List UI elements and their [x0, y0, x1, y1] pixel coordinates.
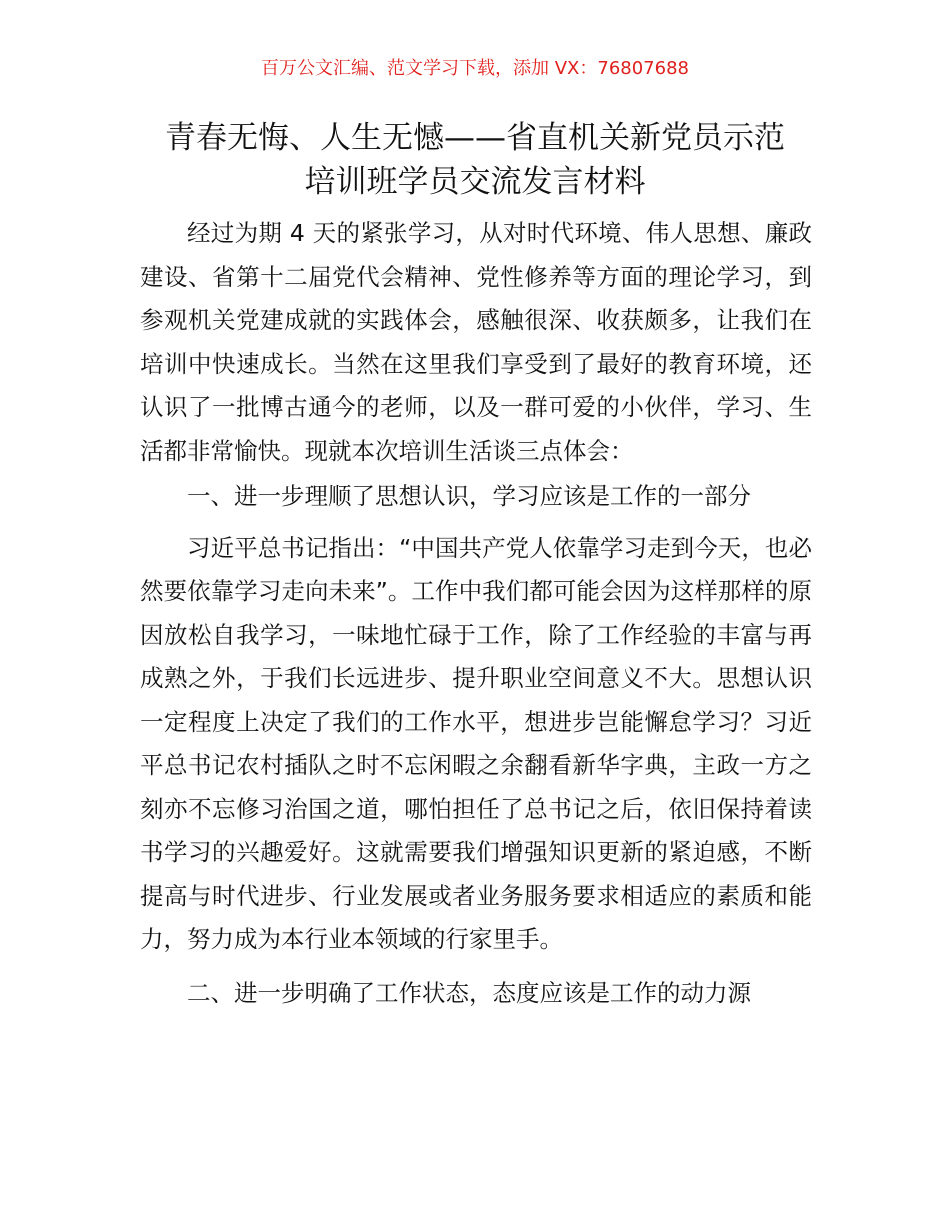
title-line-1: 青春无悔、人生无憾——省直机关新党员示范 [165, 120, 785, 156]
document-body [140, 212, 812, 1023]
header-watermark: 百万公文汇编、范文学习下载，添加 VX：76807688 [261, 58, 689, 79]
document-title [120, 116, 830, 204]
intro-paragraph: 经过为期 4 天的紧张学习，从对时代环境、伟人思想、廉政建设、省第十二届党代会精神、党性修养等方面的理论学习，到参观机关党建成就的实践体会，感触很深、收获颇多，让我们在培训中快速成长。当然在这里我们享受到了最好的教育环境，还认识了一批博古通今的老师，以及一群可爱的小伙伴，学习、生活都非常愉快。现就本次培训生活谈三点体会： [140, 219, 812, 465]
section-1-paragraph: 习近平总书记指出：“中国共产党人依靠学习走到今天，也必然要依靠学习走向未来”。工作中我们都可能会因为这样那样的原因放松自我学习，一味地忙碌于工作，除了工作经验的丰富与再成熟之外，于我们长远进步、提升职业空间意义不大。思想认识一定程度上决定了我们的工作水平，想进步岂能懈怠学习？习近平总书记农村插队之时不忘闲暇之余翻看新华字典，主政一方之刻亦不忘修习治国之道，哪怕担任了总书记之后，依旧保持着读书学习的兴趣爱好。这就需要我们增强知识更新的紧迫感，不断提高与时代进步、行业发展或者业务服务要求相适应的素质和能力，努力成为本行业本领域的行家里手。 [140, 533, 812, 953]
section-heading-2: 二、进一步明确了工作状态，态度应该是工作的动力源 [187, 978, 751, 1007]
section-heading-1: 一、进一步理顺了思想认识，学习应该是工作的一部分 [187, 482, 751, 510]
title-line-2: 培训班学员交流发言材料 [304, 164, 646, 200]
